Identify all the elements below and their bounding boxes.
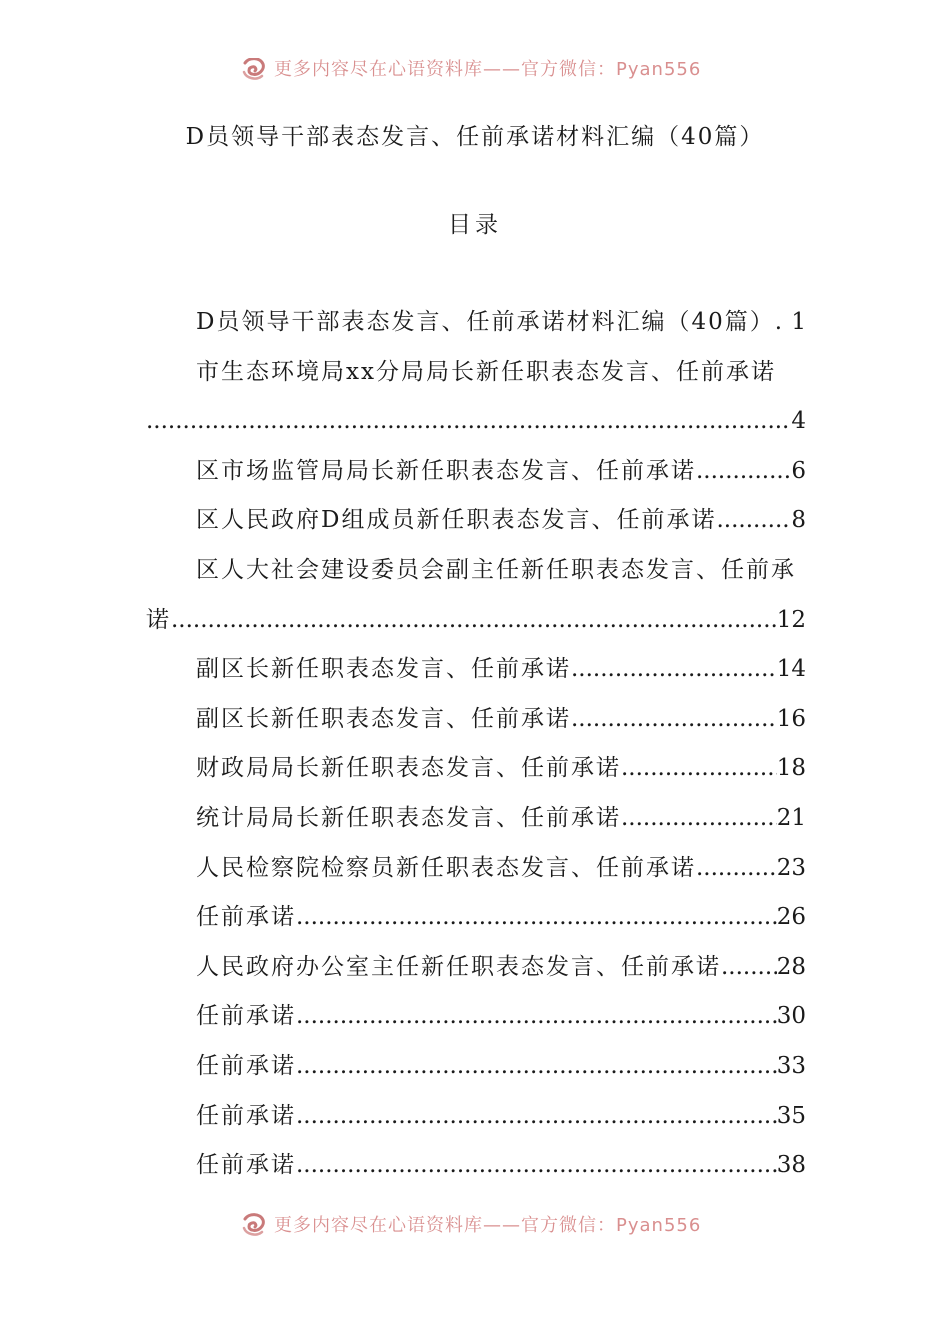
toc-entry-title: D员领导干部表态发言、任前承诺材料汇编（40篇）. (196, 309, 785, 335)
toc-entry[interactable] (146, 300, 806, 350)
watermark-text: 更多内容尽在心语资料库——官方微信：Pyan556 (274, 59, 702, 80)
dot-leader (621, 796, 777, 840)
dot-leader (621, 746, 777, 790)
toc-entry-title: 任前承诺 (196, 1102, 296, 1129)
watermark-text: 更多内容尽在心语资料库——官方微信：Pyan556 (274, 1215, 702, 1236)
toc-entry[interactable] (146, 647, 806, 697)
toc-entry-page: 21 (776, 804, 806, 831)
toc-entry-page: 35 (776, 1102, 806, 1129)
dot-leader (571, 647, 777, 691)
toc-entry-title: 人民检察院检察员新任职表态发言、任前承诺 (196, 854, 696, 881)
toc-heading: 目录 (448, 212, 502, 238)
toc-entry[interactable] (146, 548, 806, 647)
toc-entry[interactable] (146, 895, 806, 945)
toc-entry-title: 任前承诺 (196, 1152, 296, 1179)
toc-entry[interactable] (146, 746, 806, 796)
swirl-logo-icon (240, 1210, 268, 1238)
toc-entry[interactable] (146, 994, 806, 1044)
toc-entry[interactable] (146, 846, 806, 896)
watermark-banner-top (0, 58, 950, 88)
toc-entry-page: 4 (791, 408, 806, 435)
toc-entry-page: 6 (791, 457, 806, 484)
toc-entry-title: 任前承诺 (196, 904, 296, 931)
dot-leader (146, 399, 791, 443)
toc-entry[interactable] (146, 1044, 806, 1094)
toc-entry-title: 财政局局长新任职表态发言、任前承诺 (196, 755, 621, 782)
swirl-logo-icon (240, 58, 268, 82)
toc-entry-page: 18 (776, 755, 806, 782)
toc-entry-title: 任前承诺 (196, 1003, 296, 1030)
toc-entry[interactable] (146, 796, 806, 846)
toc-entry-page: 8 (791, 507, 806, 534)
dot-leader (296, 1044, 777, 1088)
dot-leader (696, 846, 777, 890)
toc-entry-title: 副区长新任职表态发言、任前承诺 (196, 656, 571, 683)
dot-leader (571, 697, 777, 741)
toc-entry-title: 统计局局长新任职表态发言、任前承诺 (196, 804, 621, 831)
toc-entry[interactable] (146, 498, 806, 548)
toc-entry-title: 区市场监管局局长新任职表态发言、任前承诺 (196, 457, 696, 484)
toc-entry-page: 16 (776, 705, 806, 732)
dot-leader (716, 498, 791, 542)
toc-entry-page: 14 (776, 656, 806, 683)
dot-leader (296, 895, 777, 939)
toc-entry-page: 23 (776, 854, 806, 881)
toc-entry-page: 1 (791, 309, 806, 335)
toc-entry[interactable] (146, 350, 806, 449)
document-title: D员领导干部表态发言、任前承诺材料汇编（40篇） (185, 124, 765, 150)
dot-leader (296, 1094, 777, 1138)
toc-entry-page: 30 (776, 1003, 806, 1030)
table-of-contents (146, 300, 806, 1193)
toc-entry-title-continued: 诺 (146, 606, 171, 633)
toc-entry-title: 人民政府办公室主任新任职表态发言、任前承诺 (196, 953, 721, 980)
toc-entry-title: 区人民政府D组成员新任职表态发言、任前承诺 (196, 507, 717, 534)
dot-leader (721, 945, 777, 989)
toc-entry-page: 33 (776, 1052, 806, 1079)
dot-leader (171, 598, 777, 642)
toc-entry[interactable] (146, 449, 806, 499)
dot-leader (296, 1143, 777, 1187)
dot-leader (696, 449, 791, 493)
toc-entry-title: 副区长新任职表态发言、任前承诺 (196, 705, 571, 732)
toc-entry-page: 12 (776, 606, 806, 633)
toc-entry-page: 38 (776, 1152, 806, 1179)
toc-entry-page: 26 (776, 904, 806, 931)
toc-entry-page: 28 (776, 953, 806, 980)
toc-entry-title: 区人大社会建设委员会副主任新任职表态发言、任前承 (196, 556, 796, 583)
toc-entry[interactable] (146, 1094, 806, 1144)
toc-entry-title: 任前承诺 (196, 1052, 296, 1079)
toc-entry[interactable] (146, 945, 806, 995)
watermark-banner-bottom (0, 1208, 950, 1238)
toc-entry-title: 市生态环境局xx分局局长新任职表态发言、任前承诺 (196, 358, 776, 385)
dot-leader (296, 994, 777, 1038)
toc-entry[interactable] (146, 1143, 806, 1193)
toc-entry[interactable] (146, 697, 806, 747)
